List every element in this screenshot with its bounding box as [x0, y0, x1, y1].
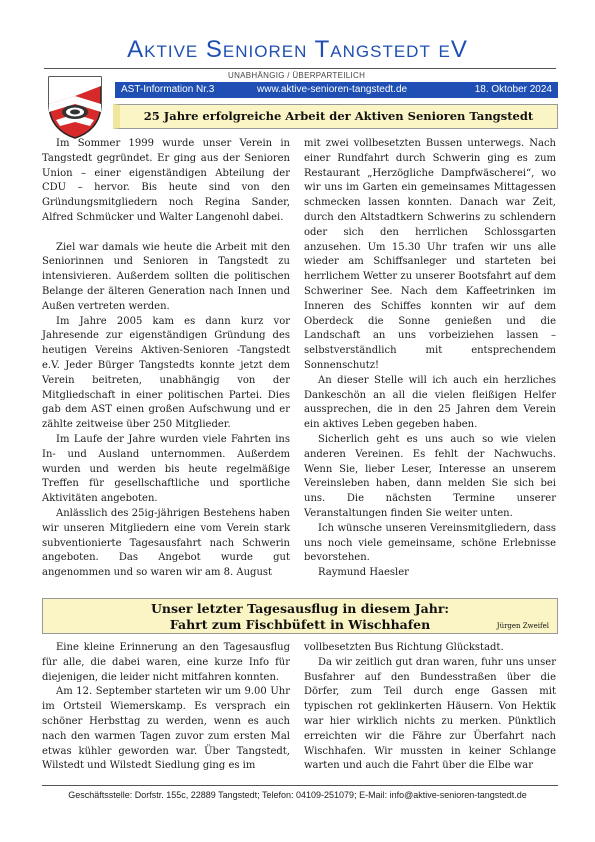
masthead-divider	[44, 68, 556, 69]
article1-paragraph: Im Sommer 1999 wurde unser Verein in Tangstedt gegründet. Er ging aus der Senioren Union – einer eigenständigen Abteilung der CDU – hervor. Bis heute sind von den Gründungsmitgliedern noch Regina Sander, Alfred Schmücker und Walter Langenohl dabei.	[42, 138, 290, 223]
coat-of-arms-icon	[46, 74, 104, 140]
website-link[interactable]: www.aktive-senioren-tangstedt.de	[257, 84, 408, 95]
article2-headline	[42, 598, 558, 634]
article1-paragraph: An dieser Stelle will ich auch ein herzliches Dankeschön an all die vielen fleißigen Helfer aussprechen, die in den 25 Jahren dem Verein ein aktives Leben gegeben haben.	[304, 374, 556, 431]
article1-paragraph: Anlässlich des 25ig-jährigen Bestehens haben wir unseren Mitgliedern eine vom Verein stark subventionierte Tagesausfahrt nach Schwerin angeboten. Das Angebot wurde gut angenommen und so waren wir am 8. August	[42, 507, 290, 579]
footer-divider	[42, 785, 558, 786]
article1-headline: 25 Jahre erfolgreiche Arbeit der Aktiven Senioren Tangstedt	[113, 104, 558, 129]
article2-paragraph: Eine kleine Erinnerung an den Tagesausflug für alle, die dabei waren, eine kurze Info für diejenigen, die leider nicht mitfahren konnten.	[42, 642, 290, 683]
article2-paragraph: Da wir zeitlich gut dran waren, fuhr uns unser Busfahrer auf den Bundesstraßen über die Dörfer, zum Teil durch enge Gassen mit typischen rot geklinkerten Häusern. Von Hektik war hier wirklich nichts zu merken. Pünktlich erreichten wir die Fähre zur Überfahrt nach Wischhafen. Wir mussten in keiner Schlange warten und auch die Fahrt über die Elbe war	[304, 656, 556, 772]
article2-headline-line2: Fahrt zum Fischbüfett in Wischhafen	[169, 617, 431, 632]
info-bar	[115, 82, 558, 98]
article2-author: Jürgen Zweifel	[496, 622, 549, 630]
article1-paragraph: Ich wünsche unseren Vereinsmitgliedern, dass uns noch viele gemeinsame, schöne Erlebnisse bevorstehen.	[304, 522, 556, 564]
article2-paragraph: vollbesetzten Bus Richtung Glückstadt.	[304, 642, 504, 653]
article1-paragraph: Im Jahre 2005 kam es dann kurz vor Jahresende zur eigenständigen Gründung des heutigen Vereins Aktiven-Senioren -Tangstedt e.V. Jeder Bürger Tangstedts konnte jetzt dem Verein beitreten, unabhängig von der Mitgliedschaft in einer politischen Partei. Dies gab dem AST einen großen Aufschwung und er zählte zeitweise über 250 Mitglieder.	[42, 315, 290, 431]
footer-contact: Geschäftsstelle: Dorfstr. 155c, 22889 Tangstedt; Telefon: 04109-251079; E-Mail: info@aktive-senioren-tangstedt.de	[68, 790, 527, 800]
article1-paragraph: Ziel war damals wie heute die Arbeit mit den Seniorinnen und Senioren in Tangstedt zu intensivieren. Außerdem sollten die politischen Belange der älteren Generation nach Innen und Außen vertreten werden.	[42, 241, 290, 312]
masthead-title: Aktive Senioren Tangstedt eV	[127, 36, 468, 63]
article2-left-column	[42, 641, 290, 774]
article2-right-column	[304, 641, 556, 774]
article1-signature: Raymund Haesler	[318, 567, 409, 579]
issue-date: 18. Oktober 2024	[474, 84, 552, 95]
article2-headline-line1: Unser letzter Tagesausflug in diesem Jahr:	[150, 601, 450, 616]
masthead-subtitle: UNABHÄNGIG / ÜBERPARTEILICH	[228, 71, 366, 80]
article1-paragraph: Im Laufe der Jahre wurden viele Fahrten ins In- und Ausland unternommen. Außerdem wurden und werden bis heute regelmäßige Treffen für gesellschaftliche und sportliche Aktivitäten angeboten.	[42, 433, 290, 505]
info-number: AST-Information Nr.3	[121, 84, 215, 95]
article2-paragraph: Am 12. September starteten wir um 9.00 Uhr im Ortsteil Wiemerskamp. Es versprach ein schöner Herbsttag zu werden, wenn es auch nach den warmen Tagen zuvor zum ersten Mal etwas kühler geworden war. Über Tangstedt, Wilstedt und Wilstedt Siedlung ging es im	[42, 686, 290, 772]
article1-right-column	[304, 137, 556, 581]
article1-left-column	[42, 137, 290, 581]
article1-paragraph: Sicherlich geht es uns auch so wie vielen anderen Vereinen. Es fehlt der Nachwuchs. Wenn Sie, lieber Leser, Interesse an unserem Vereinsleben haben, dann melden Sie sich bei uns. Die nächsten Termine unserer Veranstaltungen finden Sie weiter unten.	[304, 433, 556, 519]
article1-paragraph: mit zwei vollbesetzten Bussen unterwegs. Nach einer Rundfahrt durch Schwerin ging es zum Restaurant „Herzögliche Dampfwäscherei“, wo wir uns im Garten ein gemeinsames Mittagessen schmecken lassen konnten. Danach war Zeit, durch den Altstadtkern Schwerins zu schlendern oder sich den herrlichen Schlossgarten anzusehen. Um 15.30 Uhr trafen wir uns alle wieder am Schiffsanleger und starteten bei herrlichem Wetter zu unserer Bootsfahrt auf dem Schweriner See. Nach dem Kaffeetrinken im Inneren des Schiffes konnten wir auf dem Oberdeck die Sonne genießen und die Landschaft an uns vorbeiziehen lassen – selbstverständlich mit entsprechendem Sonnenschutz!	[304, 138, 556, 371]
